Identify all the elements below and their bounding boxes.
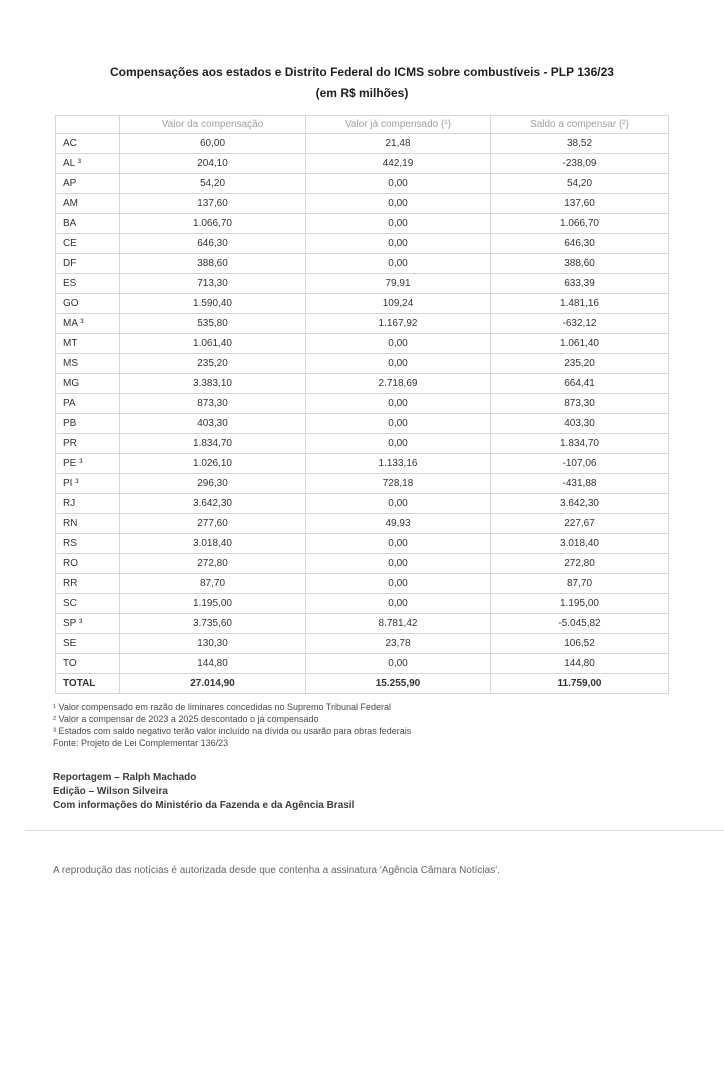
valor-compensacao-cell: 3.383,10	[120, 374, 306, 394]
saldo-compensar-cell: 664,41	[491, 374, 669, 394]
table-row	[56, 314, 669, 334]
title-line-2: (em R$ milhões)	[315, 86, 409, 100]
valor-compensado-cell: 0,00	[306, 534, 491, 554]
table-row	[56, 554, 669, 574]
valor-compensado-cell: 0,00	[306, 234, 491, 254]
table-row	[56, 154, 669, 174]
table-row	[56, 354, 669, 374]
valor-compensado-cell: 0,00	[306, 594, 491, 614]
total-valor-cell: 27.014,90	[120, 674, 306, 694]
state-cell: RS	[56, 534, 120, 554]
valor-compensacao-cell: 272,80	[120, 554, 306, 574]
state-cell: AM	[56, 194, 120, 214]
valor-compensacao-cell: 130,30	[120, 634, 306, 654]
valor-compensado-cell: 442,19	[306, 154, 491, 174]
state-cell: AC	[56, 134, 120, 154]
saldo-compensar-cell: 1.061,40	[491, 334, 669, 354]
valor-compensacao-cell: 873,30	[120, 394, 306, 414]
saldo-compensar-cell: 646,30	[491, 234, 669, 254]
table-row	[56, 634, 669, 654]
valor-compensado-cell: 0,00	[306, 214, 491, 234]
table-row	[56, 614, 669, 634]
valor-compensacao-cell: 1.590,40	[120, 294, 306, 314]
table-header-row	[56, 116, 669, 134]
footnote-1: ¹ Valor compensado em razão de liminares concedidas no Supremo Tribunal Federal	[53, 702, 392, 712]
saldo-compensar-cell: 227,67	[491, 514, 669, 534]
valor-compensacao-cell: 3.735,60	[120, 614, 306, 634]
state-cell: RR	[56, 574, 120, 594]
saldo-compensar-cell: -238,09	[491, 154, 669, 174]
table-row	[56, 654, 669, 674]
state-cell: DF	[56, 254, 120, 274]
valor-compensacao-cell: 3.642,30	[120, 494, 306, 514]
state-cell: PA	[56, 394, 120, 414]
table-row	[56, 234, 669, 254]
state-cell: MS	[56, 354, 120, 374]
state-cell: PR	[56, 434, 120, 454]
valor-compensado-cell: 21,48	[306, 134, 491, 154]
saldo-compensar-cell: 403,30	[491, 414, 669, 434]
saldo-compensar-cell: -431,88	[491, 474, 669, 494]
saldo-compensar-cell: 54,20	[491, 174, 669, 194]
footnote-3: ³ Estados com saldo negativo terão valor incluído na dívida ou usarão para obras federais	[53, 726, 412, 736]
state-cell: RN	[56, 514, 120, 534]
table-row	[56, 134, 669, 154]
valor-compensacao-cell: 388,60	[120, 254, 306, 274]
table-total-row	[56, 674, 669, 694]
table-row	[56, 334, 669, 354]
valor-compensacao-cell: 296,30	[120, 474, 306, 494]
saldo-compensar-cell: 1.481,16	[491, 294, 669, 314]
saldo-compensar-cell: 388,60	[491, 254, 669, 274]
valor-compensado-cell: 109,24	[306, 294, 491, 314]
table-row	[56, 534, 669, 554]
valor-compensacao-cell: 646,30	[120, 234, 306, 254]
valor-compensacao-cell: 54,20	[120, 174, 306, 194]
compensation-table	[55, 115, 669, 694]
saldo-compensar-cell: 106,52	[491, 634, 669, 654]
state-cell: PI ³	[56, 474, 120, 494]
state-cell: ES	[56, 274, 120, 294]
state-cell: RO	[56, 554, 120, 574]
valor-compensacao-cell: 1.195,00	[120, 594, 306, 614]
state-cell: AL ³	[56, 154, 120, 174]
state-cell: PE ³	[56, 454, 120, 474]
table-row	[56, 374, 669, 394]
state-cell: CE	[56, 234, 120, 254]
table-row	[56, 214, 669, 234]
footnote-2: ² Valor a compensar de 2023 a 2025 descontado o já compensado	[53, 714, 319, 724]
table-row	[56, 194, 669, 214]
valor-compensacao-cell: 1.061,40	[120, 334, 306, 354]
valor-compensacao-cell: 277,60	[120, 514, 306, 534]
state-cell: SC	[56, 594, 120, 614]
page-title	[0, 62, 724, 104]
saldo-compensar-cell: 144,80	[491, 654, 669, 674]
state-cell: SE	[56, 634, 120, 654]
table-row	[56, 434, 669, 454]
valor-compensado-cell: 2.718,69	[306, 374, 491, 394]
state-cell: GO	[56, 294, 120, 314]
credit-informacoes: Com informações do Ministério da Fazenda e da Agência Brasil	[53, 800, 355, 811]
table-row	[56, 474, 669, 494]
footnotes-block	[53, 701, 724, 749]
saldo-compensar-cell: 87,70	[491, 574, 669, 594]
valor-compensado-cell: 49,93	[306, 514, 491, 534]
valor-compensado-cell: 0,00	[306, 654, 491, 674]
valor-compensacao-cell: 713,30	[120, 274, 306, 294]
total-compensado-cell: 15.255,90	[306, 674, 491, 694]
valor-compensacao-cell: 3.018,40	[120, 534, 306, 554]
document-page	[0, 62, 724, 1086]
valor-compensacao-cell: 60,00	[120, 134, 306, 154]
valor-compensacao-cell: 403,30	[120, 414, 306, 434]
table-row	[56, 254, 669, 274]
saldo-compensar-cell: -632,12	[491, 314, 669, 334]
valor-compensacao-cell: 204,10	[120, 154, 306, 174]
source-line: Fonte: Projeto de Lei Complementar 136/23	[53, 738, 229, 748]
column-header-saldo-compensar: Saldo a compensar (²)	[491, 116, 669, 134]
column-header-state	[56, 116, 120, 134]
valor-compensacao-cell: 144,80	[120, 654, 306, 674]
state-cell: MA ³	[56, 314, 120, 334]
table-row	[56, 514, 669, 534]
valor-compensacao-cell: 1.066,70	[120, 214, 306, 234]
state-cell: PB	[56, 414, 120, 434]
saldo-compensar-cell: -5.045,82	[491, 614, 669, 634]
saldo-compensar-cell: 1.066,70	[491, 214, 669, 234]
valor-compensacao-cell: 535,80	[120, 314, 306, 334]
saldo-compensar-cell: 1.834,70	[491, 434, 669, 454]
valor-compensado-cell: 0,00	[306, 334, 491, 354]
valor-compensacao-cell: 235,20	[120, 354, 306, 374]
table-row	[56, 594, 669, 614]
saldo-compensar-cell: 272,80	[491, 554, 669, 574]
table-body	[56, 134, 669, 674]
table-row	[56, 414, 669, 434]
state-cell: RJ	[56, 494, 120, 514]
valor-compensado-cell: 23,78	[306, 634, 491, 654]
total-label-cell: TOTAL	[56, 674, 120, 694]
saldo-compensar-cell: 873,30	[491, 394, 669, 414]
valor-compensado-cell: 0,00	[306, 394, 491, 414]
table-row	[56, 394, 669, 414]
total-saldo-cell: 11.759,00	[491, 674, 669, 694]
valor-compensacao-cell: 1.834,70	[120, 434, 306, 454]
state-cell: TO	[56, 654, 120, 674]
valor-compensado-cell: 0,00	[306, 434, 491, 454]
saldo-compensar-cell: 38,52	[491, 134, 669, 154]
saldo-compensar-cell: 1.195,00	[491, 594, 669, 614]
saldo-compensar-cell: 235,20	[491, 354, 669, 374]
table-row	[56, 494, 669, 514]
valor-compensacao-cell: 87,70	[120, 574, 306, 594]
table-row	[56, 574, 669, 594]
valor-compensado-cell: 0,00	[306, 494, 491, 514]
state-cell: AP	[56, 174, 120, 194]
valor-compensado-cell: 1.167,92	[306, 314, 491, 334]
valor-compensado-cell: 0,00	[306, 174, 491, 194]
valor-compensado-cell: 0,00	[306, 414, 491, 434]
state-cell: MT	[56, 334, 120, 354]
valor-compensado-cell: 8.781,42	[306, 614, 491, 634]
saldo-compensar-cell: 3.642,30	[491, 494, 669, 514]
valor-compensado-cell: 0,00	[306, 194, 491, 214]
credit-edicao: Edição – Wilson Silveira	[53, 786, 168, 797]
valor-compensacao-cell: 137,60	[120, 194, 306, 214]
saldo-compensar-cell: -107,06	[491, 454, 669, 474]
saldo-compensar-cell: 633,39	[491, 274, 669, 294]
saldo-compensar-cell: 137,60	[491, 194, 669, 214]
valor-compensado-cell: 0,00	[306, 574, 491, 594]
valor-compensado-cell: 728,18	[306, 474, 491, 494]
column-header-valor-compensado: Valor já compensado (¹)	[306, 116, 491, 134]
valor-compensado-cell: 0,00	[306, 554, 491, 574]
table-row	[56, 294, 669, 314]
valor-compensado-cell: 1.133,16	[306, 454, 491, 474]
state-cell: BA	[56, 214, 120, 234]
column-header-valor-compensacao: Valor da compensação	[120, 116, 306, 134]
table-row	[56, 174, 669, 194]
state-cell: MG	[56, 374, 120, 394]
title-line-1: Compensações aos estados e Distrito Federal do ICMS sobre combustíveis - PLP 136/23	[110, 65, 614, 79]
valor-compensacao-cell: 1.026,10	[120, 454, 306, 474]
state-cell: SP ³	[56, 614, 120, 634]
section-divider	[25, 830, 724, 831]
valor-compensado-cell: 0,00	[306, 254, 491, 274]
valor-compensado-cell: 79,91	[306, 274, 491, 294]
valor-compensado-cell: 0,00	[306, 354, 491, 374]
table-row	[56, 454, 669, 474]
reproduction-notice: A reprodução das notícias é autorizada desde que contenha a assinatura 'Agência Câmara Notícias'.	[53, 865, 500, 876]
table-row	[56, 274, 669, 294]
saldo-compensar-cell: 3.018,40	[491, 534, 669, 554]
credit-reportagem: Reportagem – Ralph Machado	[53, 772, 197, 783]
credits-block	[53, 771, 724, 813]
